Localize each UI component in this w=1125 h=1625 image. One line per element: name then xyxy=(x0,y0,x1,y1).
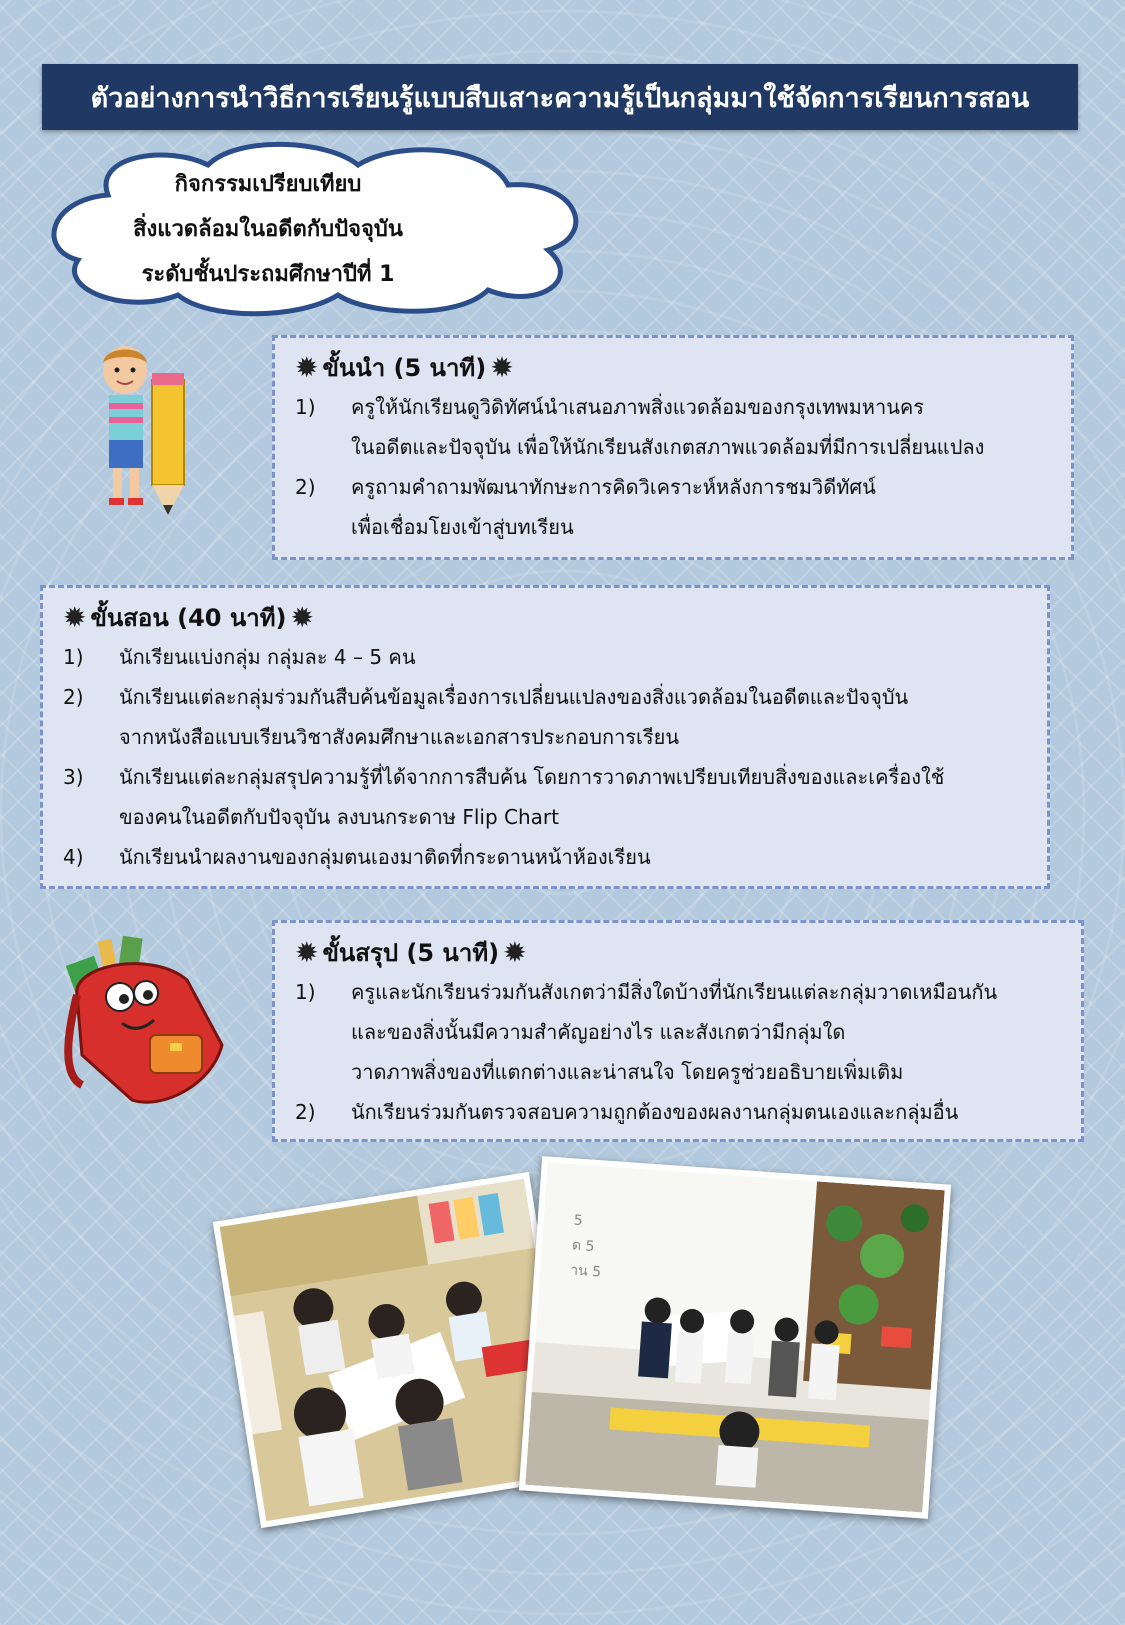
item-text xyxy=(351,1092,1061,1132)
item-text xyxy=(351,467,1051,547)
sun-icon: ✹ xyxy=(503,935,527,969)
item-text xyxy=(351,387,1051,467)
item-text xyxy=(119,837,1027,877)
item-number: 1) xyxy=(295,395,316,419)
item-line: นักเรียนแต่ละกลุ่มสรุปความรู้ที่ได้จากการสืบค้น โดยการวาดภาพเปรียบเทียบสิ่งของและเครื่องใช้ xyxy=(119,765,945,789)
list-item xyxy=(63,637,1027,677)
item-text xyxy=(119,757,1027,837)
item-line: และของสิ่งนั้นมีความสำคัญอย่างไร และสังเกตว่ามีกลุ่มใด xyxy=(351,1020,846,1044)
main-heading xyxy=(63,598,1027,637)
classroom-photo-presentation xyxy=(519,1156,951,1519)
list-item xyxy=(295,972,1061,1092)
item-line: ครูและนักเรียนร่วมกันสังเกตว่ามีสิ่งใดบ้างที่นักเรียนแต่ละกลุ่มวาดเหมือนกัน xyxy=(351,980,998,1004)
item-line: นักเรียนร่วมกันตรวจสอบความถูกต้องของผลงานกลุ่มตนเองและกลุ่มอื่น xyxy=(351,1100,959,1124)
item-text xyxy=(351,972,1061,1092)
item-line: นักเรียนนำผลงานของกลุ่มตนเองมาติดที่กระดานหน้าห้องเรียน xyxy=(119,845,651,869)
item-line: วาดภาพสิ่งของที่แตกต่างและน่าสนใจ โดยครูช่วยอธิบายเพิ่มเติม xyxy=(351,1060,904,1084)
item-number: 2) xyxy=(295,475,316,499)
list-item xyxy=(295,1092,1061,1132)
sun-icon: ✹ xyxy=(295,350,319,384)
sun-icon: ✹ xyxy=(490,350,514,384)
list-item xyxy=(295,467,1051,547)
item-line: ของคนในอดีตกับปัจจุบัน ลงบนกระดาษ Flip Chart xyxy=(119,805,559,829)
item-line: จากหนังสือแบบเรียนวิชาสังคมศึกษาและเอกสารประกอบการเรียน xyxy=(119,725,680,749)
boy-with-pencil-illustration xyxy=(95,345,205,520)
item-line: เพื่อเชื่อมโยงเข้าสู่บทเรียน xyxy=(351,515,574,539)
intro-heading xyxy=(295,348,1051,387)
topic-cloud xyxy=(38,140,608,320)
cloud-text xyxy=(78,162,458,297)
summary-heading-text: ขั้นสรุป (5 นาที) xyxy=(322,939,500,967)
summary-step-panel xyxy=(272,920,1084,1142)
item-line: ครูถามคำถามพัฒนาทักษะการคิดวิเคราะห์หลังการชมวิดีทัศน์ xyxy=(351,475,876,499)
photo-content xyxy=(525,1163,945,1513)
list-item xyxy=(63,757,1027,837)
backpack-illustration xyxy=(62,935,242,1120)
page-title xyxy=(42,64,1078,130)
sun-icon: ✹ xyxy=(290,600,314,634)
cloud-line-1: กิจกรรมเปรียบเทียบ xyxy=(174,172,362,197)
cloud-line-2: สิ่งแวดล้อมในอดีตกับปัจจุบัน xyxy=(133,217,403,242)
item-text xyxy=(119,637,1027,677)
item-line: ในอดีตและปัจจุบัน เพื่อให้นักเรียนสังเกตสภาพแวดล้อมที่มีการเปลี่ยนแปลง xyxy=(351,435,985,459)
item-line: นักเรียนแบ่งกลุ่ม กลุ่มละ 4 – 5 คน xyxy=(119,645,416,669)
list-item xyxy=(295,387,1051,467)
cloud-line-3: ระดับชั้นประถมศึกษาปีที่ 1 xyxy=(141,262,395,287)
item-line: ครูให้นักเรียนดูวิดิทัศน์นำเสนอภาพสิ่งแวดล้อมของกรุงเทพมหานคร xyxy=(351,395,924,419)
sun-icon: ✹ xyxy=(63,600,87,634)
main-heading-text: ขั้นสอน (40 นาที) xyxy=(90,604,287,632)
page-title-text: ตัวอย่างการนำวิธีการเรียนรู้แบบสืบเสาะความรู้เป็นกลุ่มมาใช้จัดการเรียนการสอน xyxy=(90,82,1030,114)
item-number: 3) xyxy=(63,765,84,789)
summary-heading xyxy=(295,933,1061,972)
item-number: 2) xyxy=(63,685,84,709)
group-work-scene xyxy=(220,1179,571,1522)
intro-heading-text: ขั้นนำ (5 นาที) xyxy=(322,354,487,382)
list-item xyxy=(63,677,1027,757)
item-line: นักเรียนแต่ละกลุ่มร่วมกันสืบค้นข้อมูลเรื่องการเปลี่ยนแปลงของสิ่งแวดล้อมในอดีตและปัจจุบัน xyxy=(119,685,909,709)
intro-step-panel xyxy=(272,335,1074,560)
sun-icon: ✹ xyxy=(295,935,319,969)
item-number: 1) xyxy=(63,645,84,669)
item-number: 4) xyxy=(63,845,84,869)
item-number: 2) xyxy=(295,1100,316,1124)
photo-content xyxy=(220,1179,571,1522)
item-text xyxy=(119,677,1027,757)
presentation-scene xyxy=(525,1163,945,1513)
list-item xyxy=(63,837,1027,877)
teaching-step-panel xyxy=(40,585,1050,889)
whiteboard-writing: าน 5 xyxy=(569,1262,602,1281)
item-number: 1) xyxy=(295,980,316,1004)
whiteboard-writing: 5 xyxy=(573,1212,584,1230)
whiteboard-writing: ด 5 xyxy=(571,1237,595,1255)
